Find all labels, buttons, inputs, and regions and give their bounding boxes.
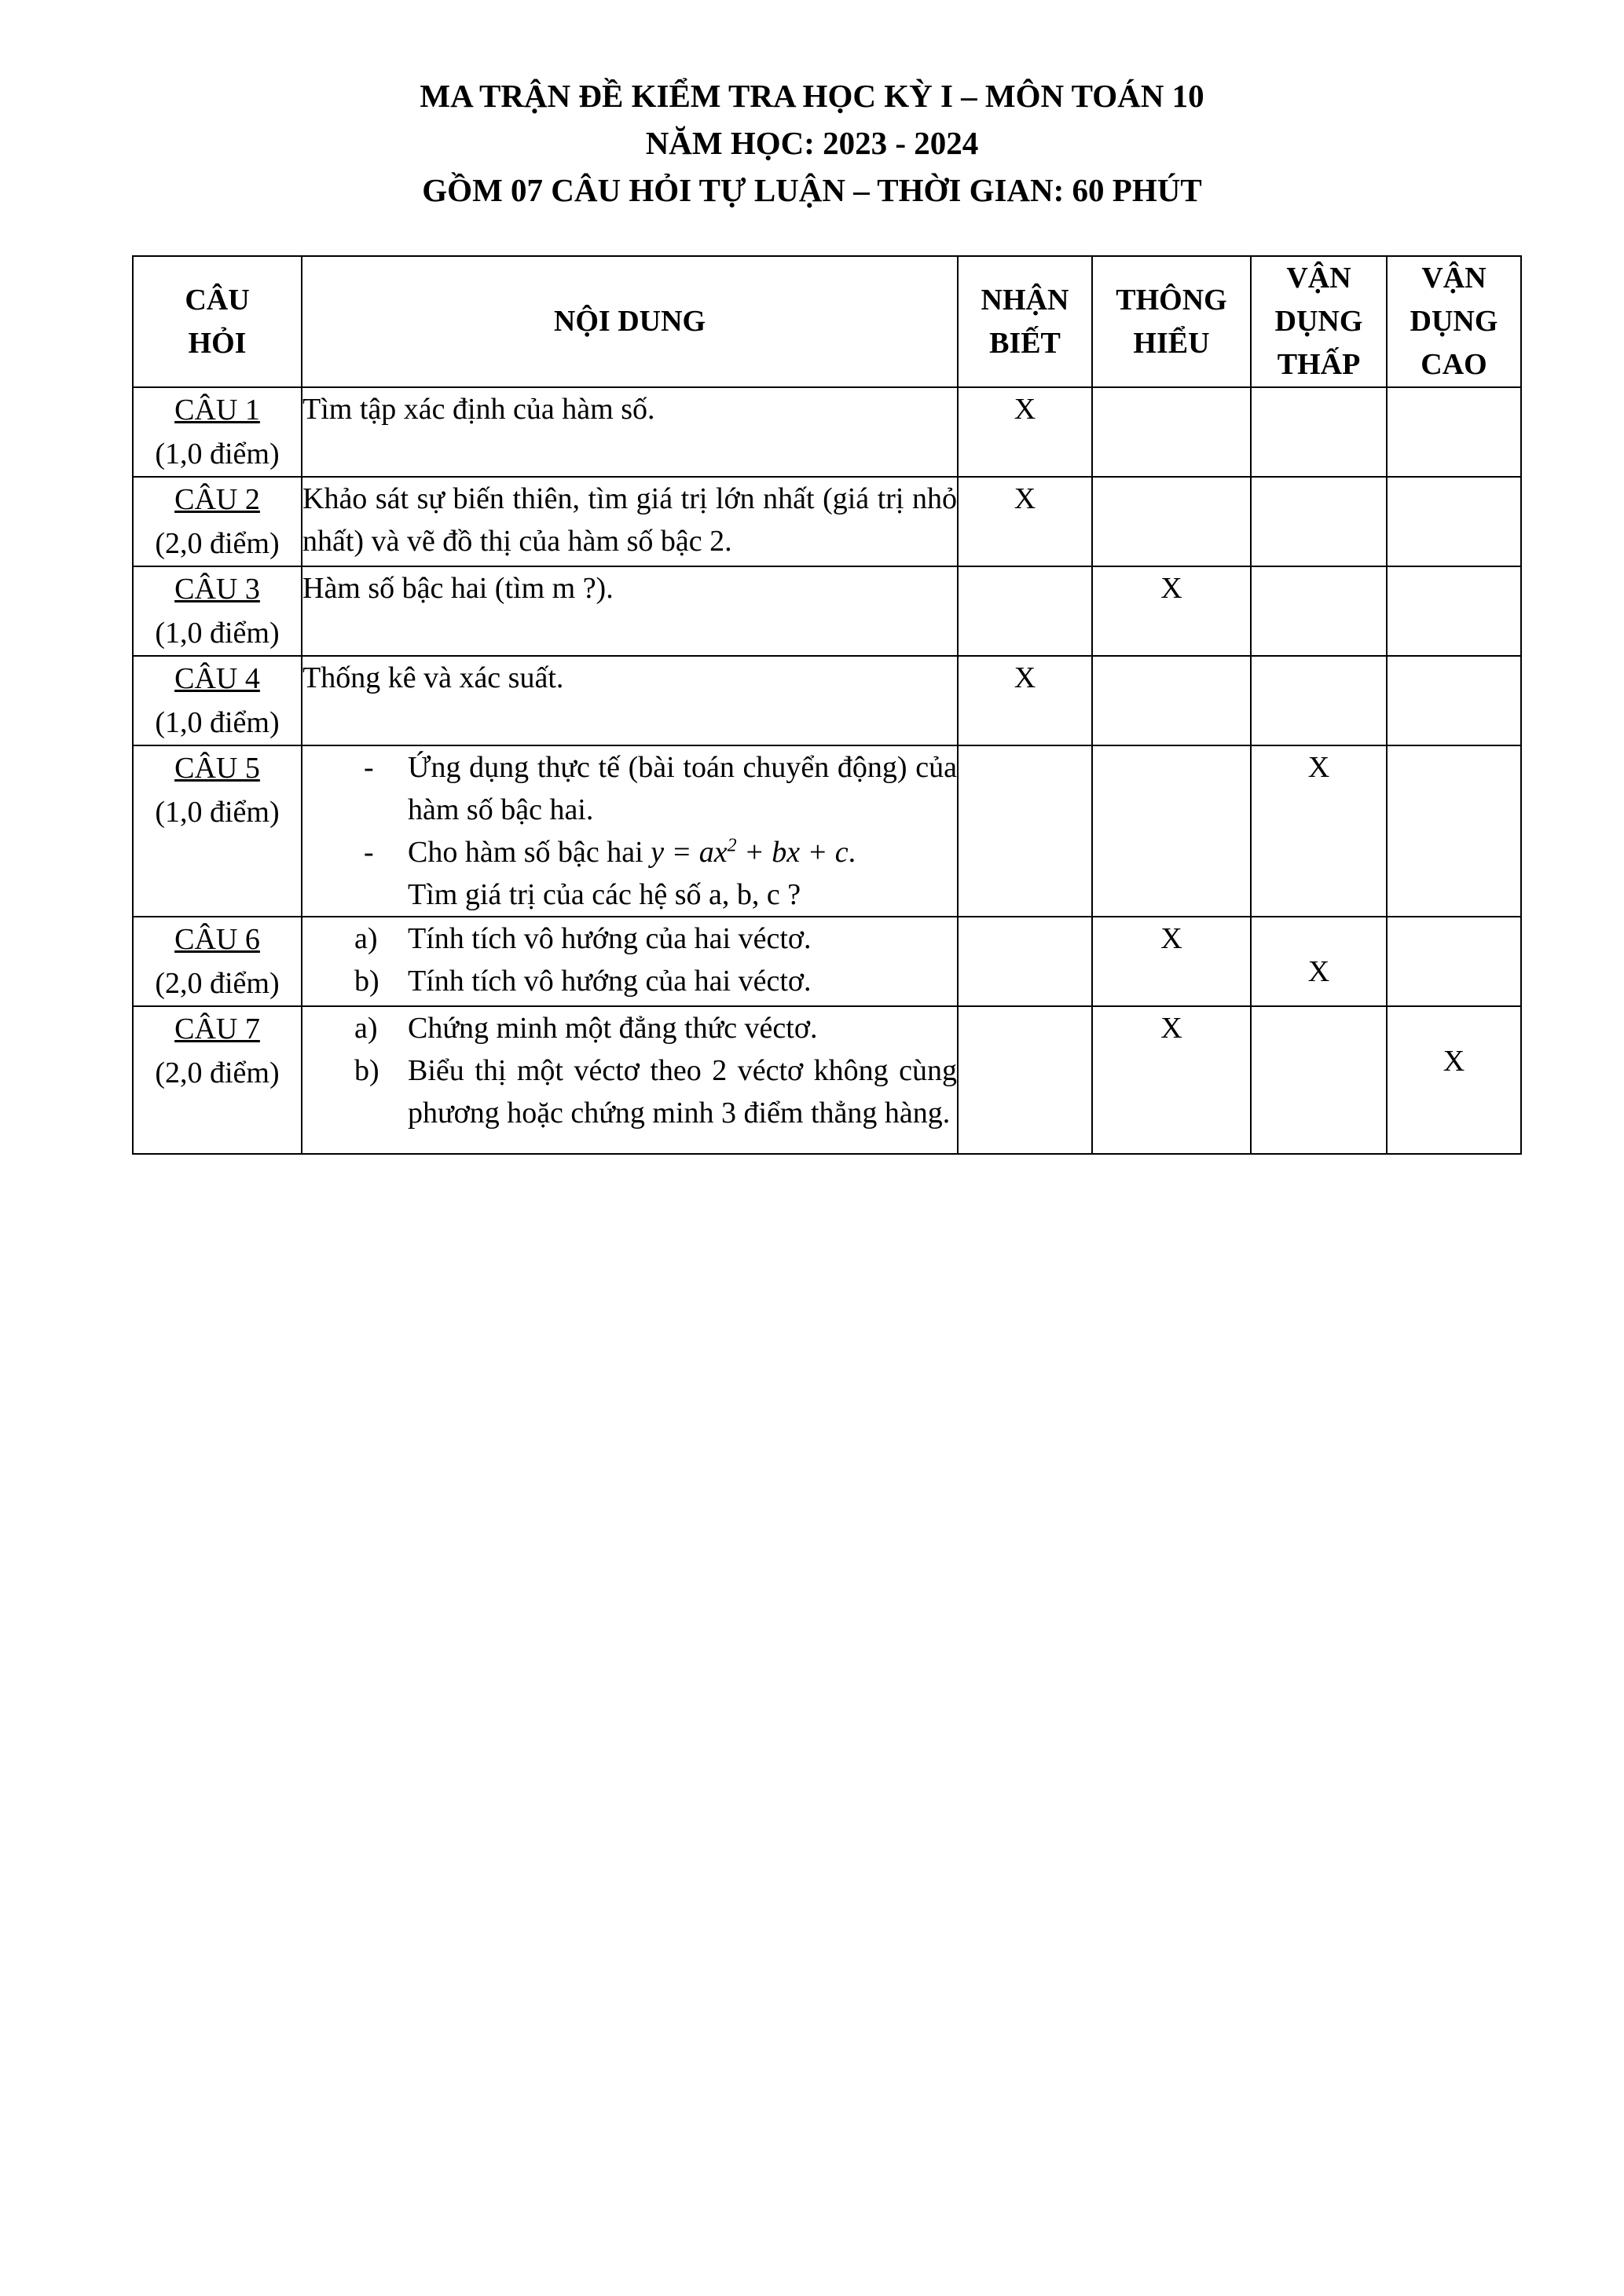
mark-thong-hieu	[1092, 387, 1251, 477]
list-item	[302, 917, 957, 960]
title-line-3: GỒM 07 CÂU HỎI TỰ LUẬN – THỜI GIAN: 60 PHÚT	[422, 172, 1202, 208]
mark-nhan-biet: X	[958, 387, 1092, 477]
mark-nhan-biet	[958, 745, 1092, 917]
question-points: (2,0 điểm)	[155, 527, 280, 560]
list-item: - Cho hàm số bậc hai $y = ax^2$ + bx + c. Tìm giá trị của các hệ số a, b, c ?	[302, 831, 957, 916]
title-line-2: NĂM HỌC: 2023 - 2024	[645, 125, 979, 161]
list-item	[302, 1049, 957, 1134]
question-cell	[133, 917, 302, 1006]
mark-van-dung-cao: X	[1387, 1006, 1521, 1154]
mark-nhan-biet	[958, 917, 1092, 1006]
question-cell	[133, 477, 302, 566]
mark-thong-hieu	[1092, 477, 1251, 566]
header-thong-hieu: THÔNG HIỂU	[1092, 256, 1251, 387]
question-points: (1,0 điểm)	[155, 617, 280, 650]
list-item-text: Ứng dụng thực tế (bài toán chuyển động) của hàm số bậc hai.	[408, 751, 957, 826]
mark-van-dung-thap	[1251, 656, 1387, 745]
question-cell	[133, 566, 302, 656]
list-marker: b)	[354, 965, 379, 998]
list-item	[302, 746, 957, 831]
question-title: CÂU 4	[174, 662, 260, 695]
content-cell	[302, 745, 958, 917]
list-item	[302, 960, 957, 1002]
question-title: CÂU 6	[174, 923, 260, 956]
list-item-text: Cho hàm số bậc hai	[408, 836, 651, 869]
header-question: CÂU HỎI	[133, 256, 302, 387]
question-points: (1,0 điểm)	[155, 438, 280, 471]
title-line-1: MA TRẬN ĐỀ KIỂM TRA HỌC KỲ I – MÔN TOÁN 10	[420, 78, 1204, 114]
mark-van-dung-cao	[1387, 566, 1521, 656]
list-marker: a)	[354, 922, 378, 955]
list-item-text: Tính tích vô hướng của hai véctơ.	[408, 922, 812, 955]
header-van-dung-thap: VẬN DỤNG THẤP	[1251, 256, 1387, 387]
mark-van-dung-cao	[1387, 656, 1521, 745]
mark-van-dung-cao	[1387, 745, 1521, 917]
question-title: CÂU 3	[174, 573, 260, 606]
question-title: CÂU 1	[174, 394, 260, 427]
mark-nhan-biet: X	[958, 477, 1092, 566]
question-title: CÂU 7	[174, 1013, 260, 1045]
content-list	[302, 917, 957, 1002]
list-item-text: Chứng minh một đẳng thức véctơ.	[408, 1012, 818, 1045]
question-cell	[133, 745, 302, 917]
header-nhan-biet: NHẬN BIẾT	[958, 256, 1092, 387]
mark-thong-hieu: X	[1092, 1006, 1251, 1154]
mark-nhan-biet	[958, 566, 1092, 656]
mark-van-dung-thap	[1251, 477, 1387, 566]
mark-van-dung-cao	[1387, 477, 1521, 566]
header-van-dung-cao: VẬN DỤNG CAO	[1387, 256, 1521, 387]
question-title: CÂU 2	[174, 483, 260, 516]
table-row	[133, 917, 1521, 1006]
table-row	[133, 387, 1521, 477]
list-item-text: Tính tích vô hướng của hai véctơ.	[408, 965, 812, 998]
mark-van-dung-cao	[1387, 917, 1521, 1006]
question-points: (1,0 điểm)	[155, 706, 280, 739]
question-points: (2,0 điểm)	[155, 967, 280, 1000]
mark-thong-hieu: X	[1092, 566, 1251, 656]
table-row	[133, 745, 1521, 917]
header-content: NỘI DUNG	[302, 256, 958, 387]
mark-van-dung-thap	[1251, 1006, 1387, 1154]
table-row	[133, 656, 1521, 745]
mark-thong-hieu: X	[1092, 917, 1251, 1006]
assessment-matrix-table	[132, 255, 1522, 1155]
list-marker: b)	[354, 1054, 379, 1087]
mark-van-dung-thap: X	[1251, 745, 1387, 917]
mark-thong-hieu	[1092, 745, 1251, 917]
mark-thong-hieu	[1092, 656, 1251, 745]
content-cell: Tìm tập xác định của hàm số.	[302, 387, 958, 477]
mark-van-dung-thap	[1251, 387, 1387, 477]
content-list	[302, 1007, 957, 1134]
mark-van-dung-thap: X	[1251, 917, 1387, 1006]
question-cell	[133, 387, 302, 477]
content-cell: Khảo sát sự biến thiên, tìm giá trị lớn nhất (giá trị nhỏ nhất) và vẽ đồ thị của hàm số bậc 2.	[302, 477, 958, 566]
mark-nhan-biet	[958, 1006, 1092, 1154]
question-cell	[133, 656, 302, 745]
table-header-row	[133, 256, 1521, 387]
question-title: CÂU 5	[174, 752, 260, 785]
list-marker: -	[364, 751, 374, 784]
list-marker: -	[364, 836, 374, 869]
content-list	[302, 746, 957, 916]
mark-van-dung-cao	[1387, 387, 1521, 477]
document-header	[0, 72, 1624, 214]
list-item	[302, 1007, 957, 1049]
list-item-text: Biểu thị một véctơ theo 2 véctơ không cùng phương hoặc chứng minh 3 điểm thẳng hàng.	[408, 1054, 957, 1130]
content-cell: Thống kê và xác suất.	[302, 656, 958, 745]
list-marker: a)	[354, 1012, 378, 1045]
table-row	[133, 1006, 1521, 1154]
list-item-text-line2: Tìm giá trị của các hệ số a, b, c ?	[408, 878, 801, 911]
content-cell	[302, 917, 958, 1006]
content-cell	[302, 1006, 958, 1154]
mark-van-dung-thap	[1251, 566, 1387, 656]
formula: $y = ax^2$ + bx + c	[651, 835, 849, 869]
question-points: (2,0 điểm)	[155, 1056, 280, 1089]
content-cell: Hàm số bậc hai (tìm m ?).	[302, 566, 958, 656]
question-cell	[133, 1006, 302, 1154]
mark-nhan-biet: X	[958, 656, 1092, 745]
question-points: (1,0 điểm)	[155, 796, 280, 829]
table-row	[133, 566, 1521, 656]
table-row	[133, 477, 1521, 566]
